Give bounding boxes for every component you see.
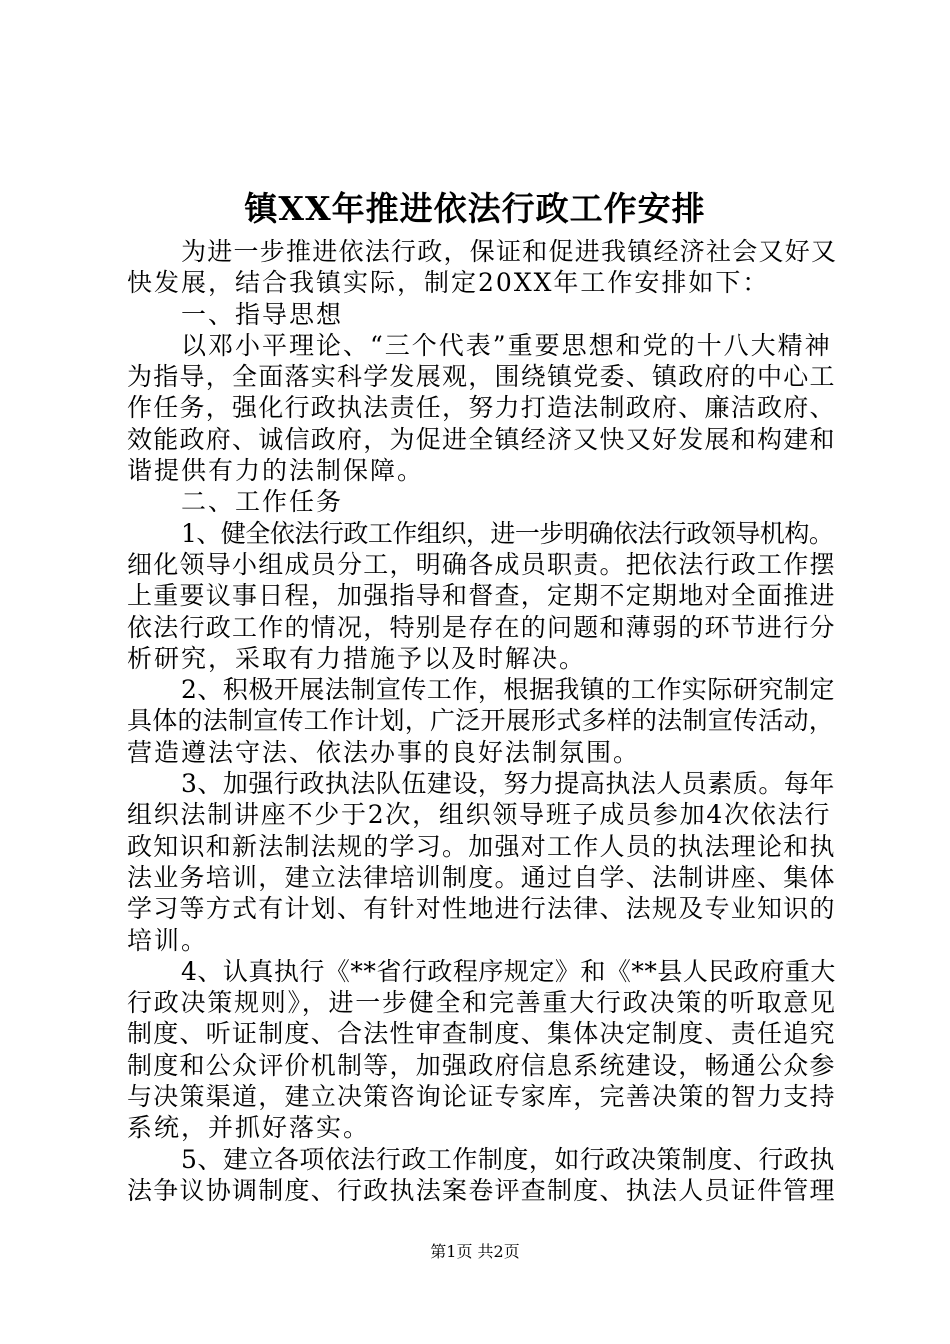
body-text-line: 学习等方式有计划、有针对性地进行法律、法规及专业知识的 — [127, 894, 836, 924]
body-text-line: 制度、听证制度、合法性审查制度、集体决定制度、责任追究 — [127, 1019, 836, 1049]
body-text-line: 二、工作任务 — [181, 487, 344, 517]
body-text-line: 与决策渠道，建立决策咨询论证专家库，完善决策的智力支持 — [127, 1082, 836, 1112]
body-text-line: 具体的法制宣传工作计划，广泛开展形式多样的法制宣传活动， — [127, 706, 835, 736]
body-text-line: 效能政府、诚信政府，为促进全镇经济又快又好发展和构建和 — [127, 424, 836, 454]
body-text-line: 快发展，结合我镇实际，制定20XX年工作安排如下： — [127, 268, 770, 298]
body-text-line: 为进一步推进依法行政，保证和促进我镇经济社会又好又 — [181, 237, 838, 266]
body-text-line: 制度和公众评价机制等，加强政府信息系统建设，畅通公众参 — [127, 1050, 836, 1080]
body-text-line: 行政决策规则》，进一步健全和完善重大行政决策的听取意见 — [127, 988, 837, 1018]
document-title: 镇XX年推进依法行政工作安排 — [244, 189, 706, 228]
body-text-line: 上重要议事日程，加强指导和督查，定期不定期地对全面推进 — [127, 581, 836, 611]
body-text-line: 1、健全依法行政工作组织，进一步明确依法行政领导机构。 — [181, 518, 834, 548]
body-text-line: 组织法制讲座不少于2次，组织领导班子成员参加4次依法行 — [127, 800, 832, 830]
body-text-line: 3、加强行政执法队伍建设，努力提高执法人员素质。每年 — [181, 769, 835, 799]
body-text-line: 细化领导小组成员分工，明确各成员职责。把依法行政工作摆 — [127, 549, 836, 579]
body-text-line: 析研究，采取有力措施予以及时解决。 — [127, 643, 587, 673]
body-text-line: 4、认真执行《**省行政程序规定》和《**县人民政府重大 — [181, 956, 836, 986]
body-text-line: 作任务，强化行政执法责任，努力打造法制政府、廉洁政府、 — [127, 393, 836, 423]
body-text-line: 法业务培训，建立法律培训制度。通过自学、法制讲座、集体 — [127, 862, 836, 892]
body-text-line: 培训。 — [127, 925, 209, 955]
body-text-line: 谐提供有力的法制保障。 — [127, 456, 425, 486]
body-text-line: 以邓小平理论、“三个代表”重要思想和党的十八大精神 — [181, 330, 832, 360]
body-text-line: 一、指导思想 — [181, 299, 344, 329]
page-number-footer: 第1页 共2页 — [430, 1242, 520, 1261]
body-text-line: 5、建立各项依法行政工作制度，如行政决策制度、行政执 — [181, 1144, 835, 1174]
body-text-line: 营造遵法守法、依法办事的良好法制氛围。 — [127, 737, 641, 767]
body-text-line: 依法行政工作的情况，特别是存在的问题和薄弱的环节进行分 — [127, 612, 836, 642]
body-text-line: 政知识和新法制法规的学习。加强对工作人员的执法理论和执 — [127, 831, 836, 861]
body-text-line: 法争议协调制度、行政执法案卷评查制度、执法人员证件管理 — [127, 1175, 836, 1205]
body-text-line: 系统，并抓好落实。 — [127, 1113, 371, 1143]
body-text-line: 2、积极开展法制宣传工作，根据我镇的工作实际研究制定 — [181, 675, 835, 705]
document-body — [127, 236, 837, 1206]
body-text-line: 为指导，全面落实科学发展观，围绕镇党委、镇政府的中心工 — [127, 362, 836, 392]
